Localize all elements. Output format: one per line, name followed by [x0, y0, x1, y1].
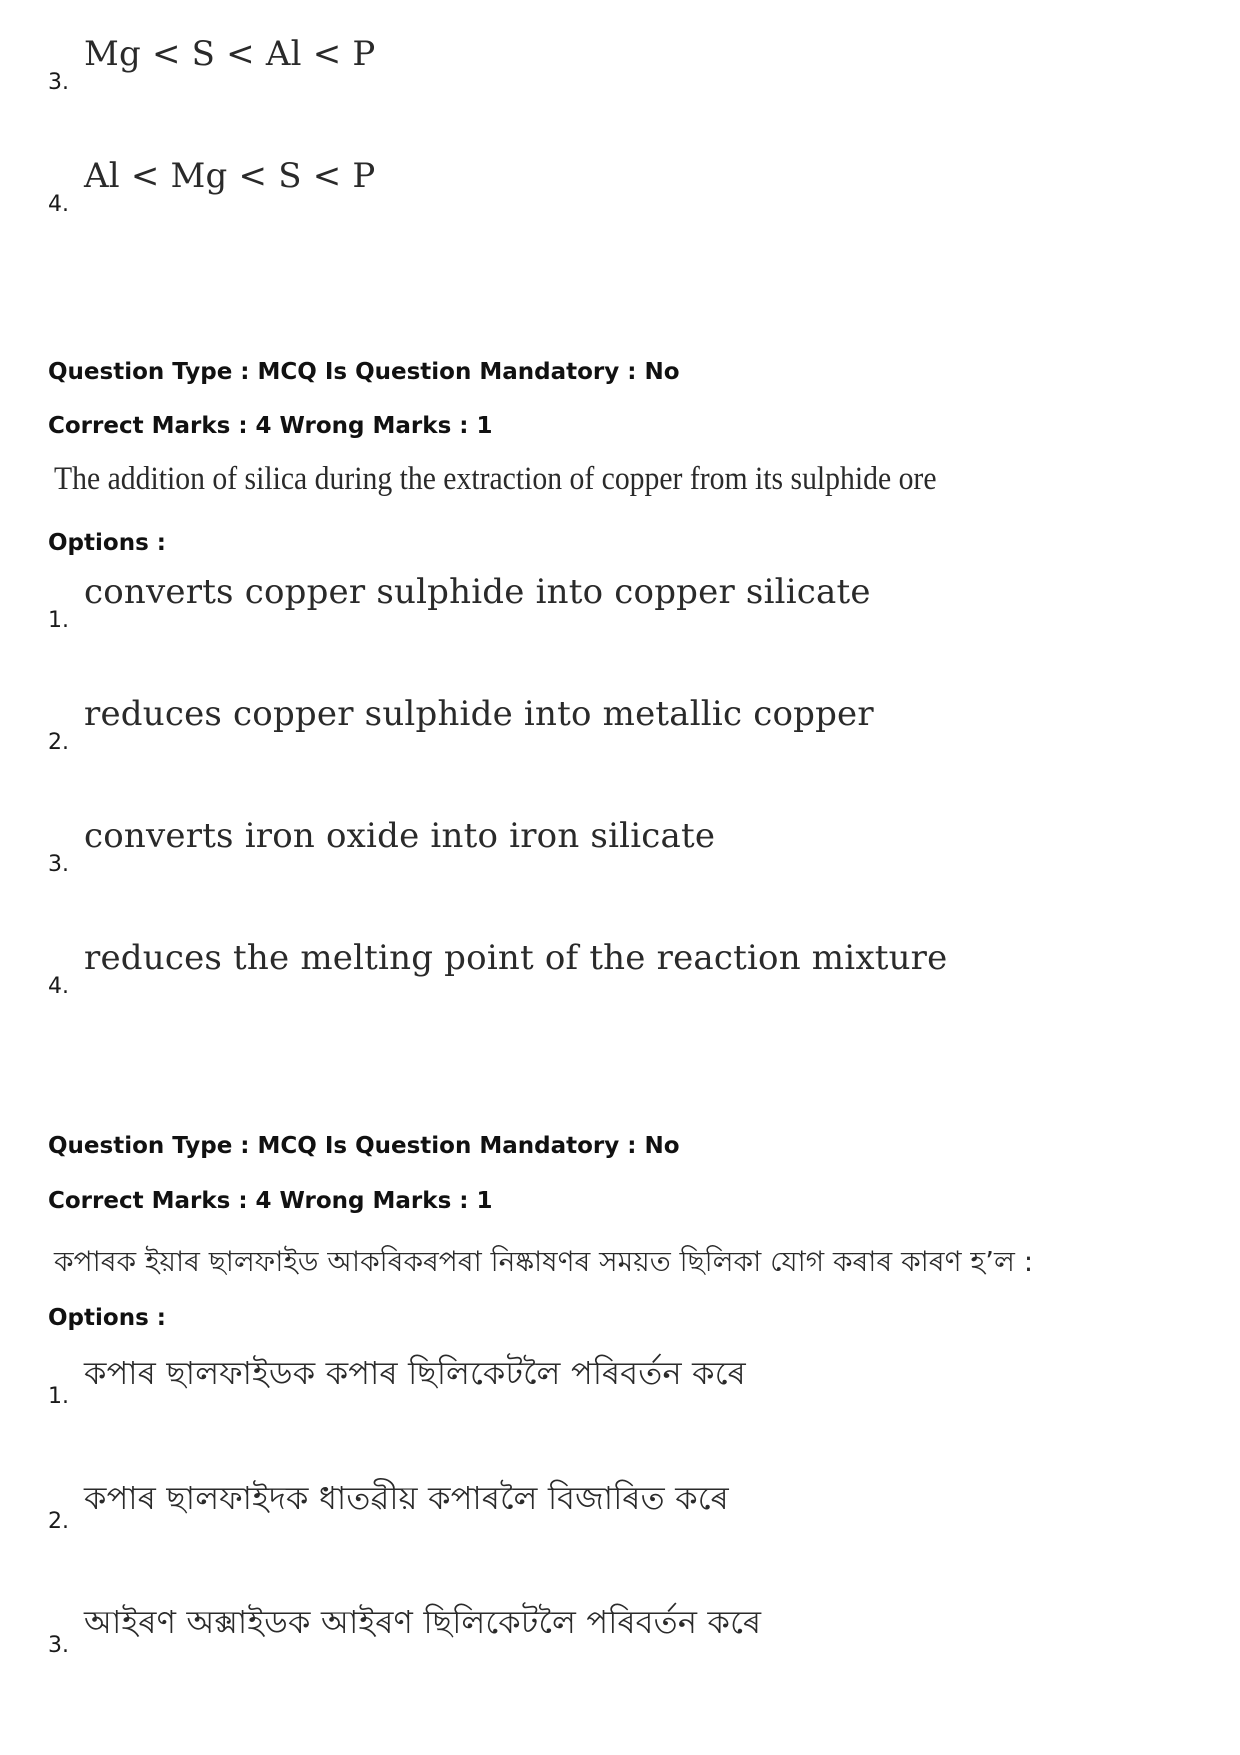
- option-3[interactable]: [0, 30, 1240, 110]
- option-text: converts iron oxide into iron silicate: [84, 816, 716, 856]
- option-3[interactable]: [0, 812, 1240, 892]
- marks-line: Correct Marks : 4 Wrong Marks : 1: [48, 413, 493, 439]
- option-1[interactable]: [0, 1344, 1240, 1424]
- option-number: 2.: [48, 1509, 69, 1534]
- option-number: 3.: [48, 1633, 69, 1658]
- option-text: Mg < S < Al < P: [84, 34, 376, 74]
- option-number: 3.: [48, 852, 69, 877]
- option-4[interactable]: [0, 152, 1240, 232]
- question-type-line: Question Type : MCQ Is Question Mandatory : No: [48, 359, 680, 385]
- option-text: converts copper sulphide into copper silicate: [84, 572, 871, 612]
- option-number: 4.: [48, 974, 69, 999]
- option-number: 1.: [48, 608, 69, 633]
- option-3[interactable]: [0, 1593, 1240, 1673]
- option-text: কপাৰ ছালফাইডক কপাৰ ছিলিকেটলৈ পৰিবৰ্তন কৰে: [84, 1354, 746, 1392]
- options-label: Options :: [48, 1305, 166, 1331]
- options-label: Options :: [48, 530, 166, 556]
- option-text: কপাৰ ছালফাইদক ধাতৱীয় কপাৰলৈ বিজাৰিত কৰে: [84, 1479, 729, 1517]
- option-1[interactable]: [0, 568, 1240, 648]
- option-text: reduces the melting point of the reaction mixture: [84, 938, 948, 978]
- option-2[interactable]: [0, 690, 1240, 770]
- option-number: 4.: [48, 192, 69, 217]
- option-number: 2.: [48, 730, 69, 755]
- option-text: আইৰণ অক্সাইডক আইৰণ ছিলিকেটলৈ পৰিবৰ্তন কৰে: [84, 1603, 762, 1641]
- question-text: কপাৰক ইয়াৰ ছালফাইড আকৰিকৰপৰা নিষ্কাষণৰ সময়ত ছিলিকা যোগ কৰাৰ কাৰণ হ’ল :: [54, 1245, 1034, 1278]
- option-2[interactable]: [0, 1469, 1240, 1549]
- question-text: The addition of silica during the extraction of copper from its sulphide ore: [54, 461, 937, 497]
- option-text: reduces copper sulphide into metallic copper: [84, 694, 874, 734]
- option-number: 1.: [48, 1384, 69, 1409]
- marks-line: Correct Marks : 4 Wrong Marks : 1: [48, 1188, 493, 1214]
- option-4[interactable]: [0, 934, 1240, 1014]
- option-number: 3.: [48, 70, 69, 95]
- question-type-line: Question Type : MCQ Is Question Mandatory : No: [48, 1133, 680, 1159]
- option-text: Al < Mg < S < P: [84, 156, 376, 196]
